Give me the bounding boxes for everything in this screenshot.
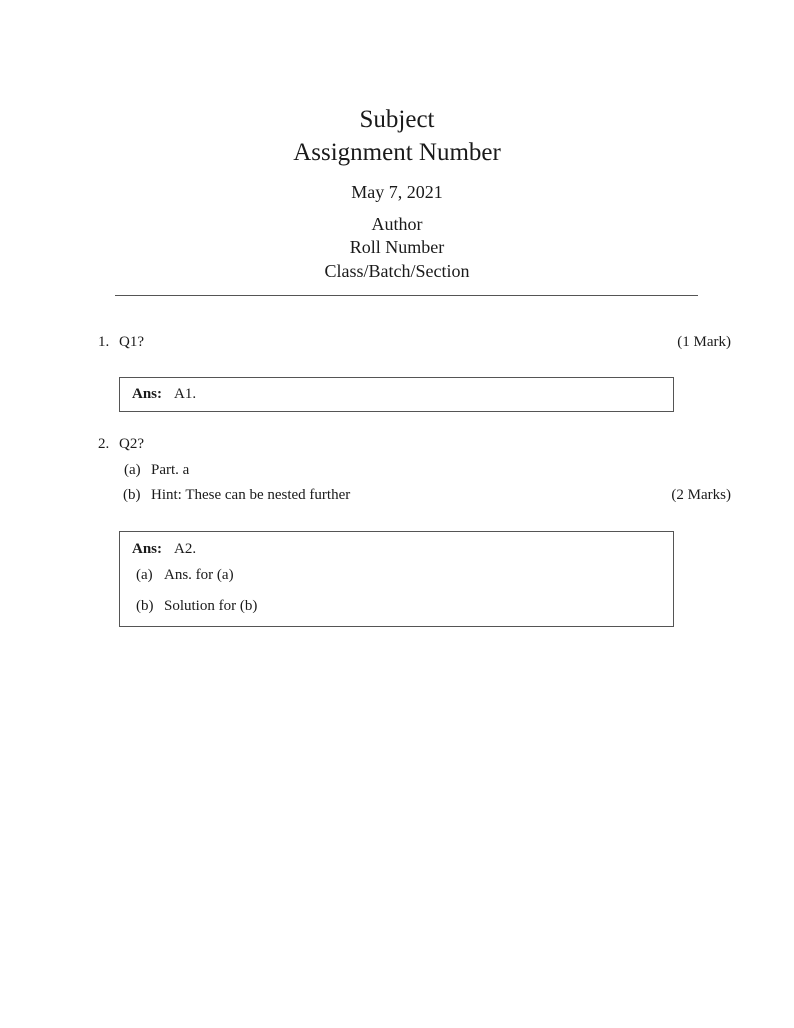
question-text: Q2? [119,436,144,452]
document-assignment-number: Assignment Number [293,139,501,166]
answer-part-text: Ans. for (a) [164,567,234,583]
question-marks: (1 Mark) [677,334,731,350]
document-author: Author [371,214,423,234]
question-number: 2. [98,436,110,452]
document-roll-number: Roll Number [349,237,445,257]
answer-box-2 [119,531,674,627]
question-part-text: Hint: These can be nested further [151,487,351,503]
document-class-batch-section: Class/Batch/Section [324,261,470,281]
document-date: May 7, 2021 [351,182,443,202]
question-text: Q1? [119,334,144,350]
answer-part-text: Solution for (b) [164,598,258,614]
answer-label: Ans: [132,541,163,557]
answer-text: A1. [174,386,197,402]
title-divider [115,295,698,296]
question-number: 1. [98,334,110,350]
question-part-label: (b) [123,487,141,503]
answer-text: A2. [174,541,197,557]
question-part-text: Part. a [151,462,190,478]
question-marks: (2 Marks) [671,487,731,503]
answer-part-label: (b) [136,598,154,614]
answer-box-1 [119,377,674,412]
answer-label: Ans: [132,386,163,402]
question-part-label: (a) [124,462,141,478]
answer-part-label: (a) [136,567,153,583]
document-subject: Subject [359,106,435,133]
